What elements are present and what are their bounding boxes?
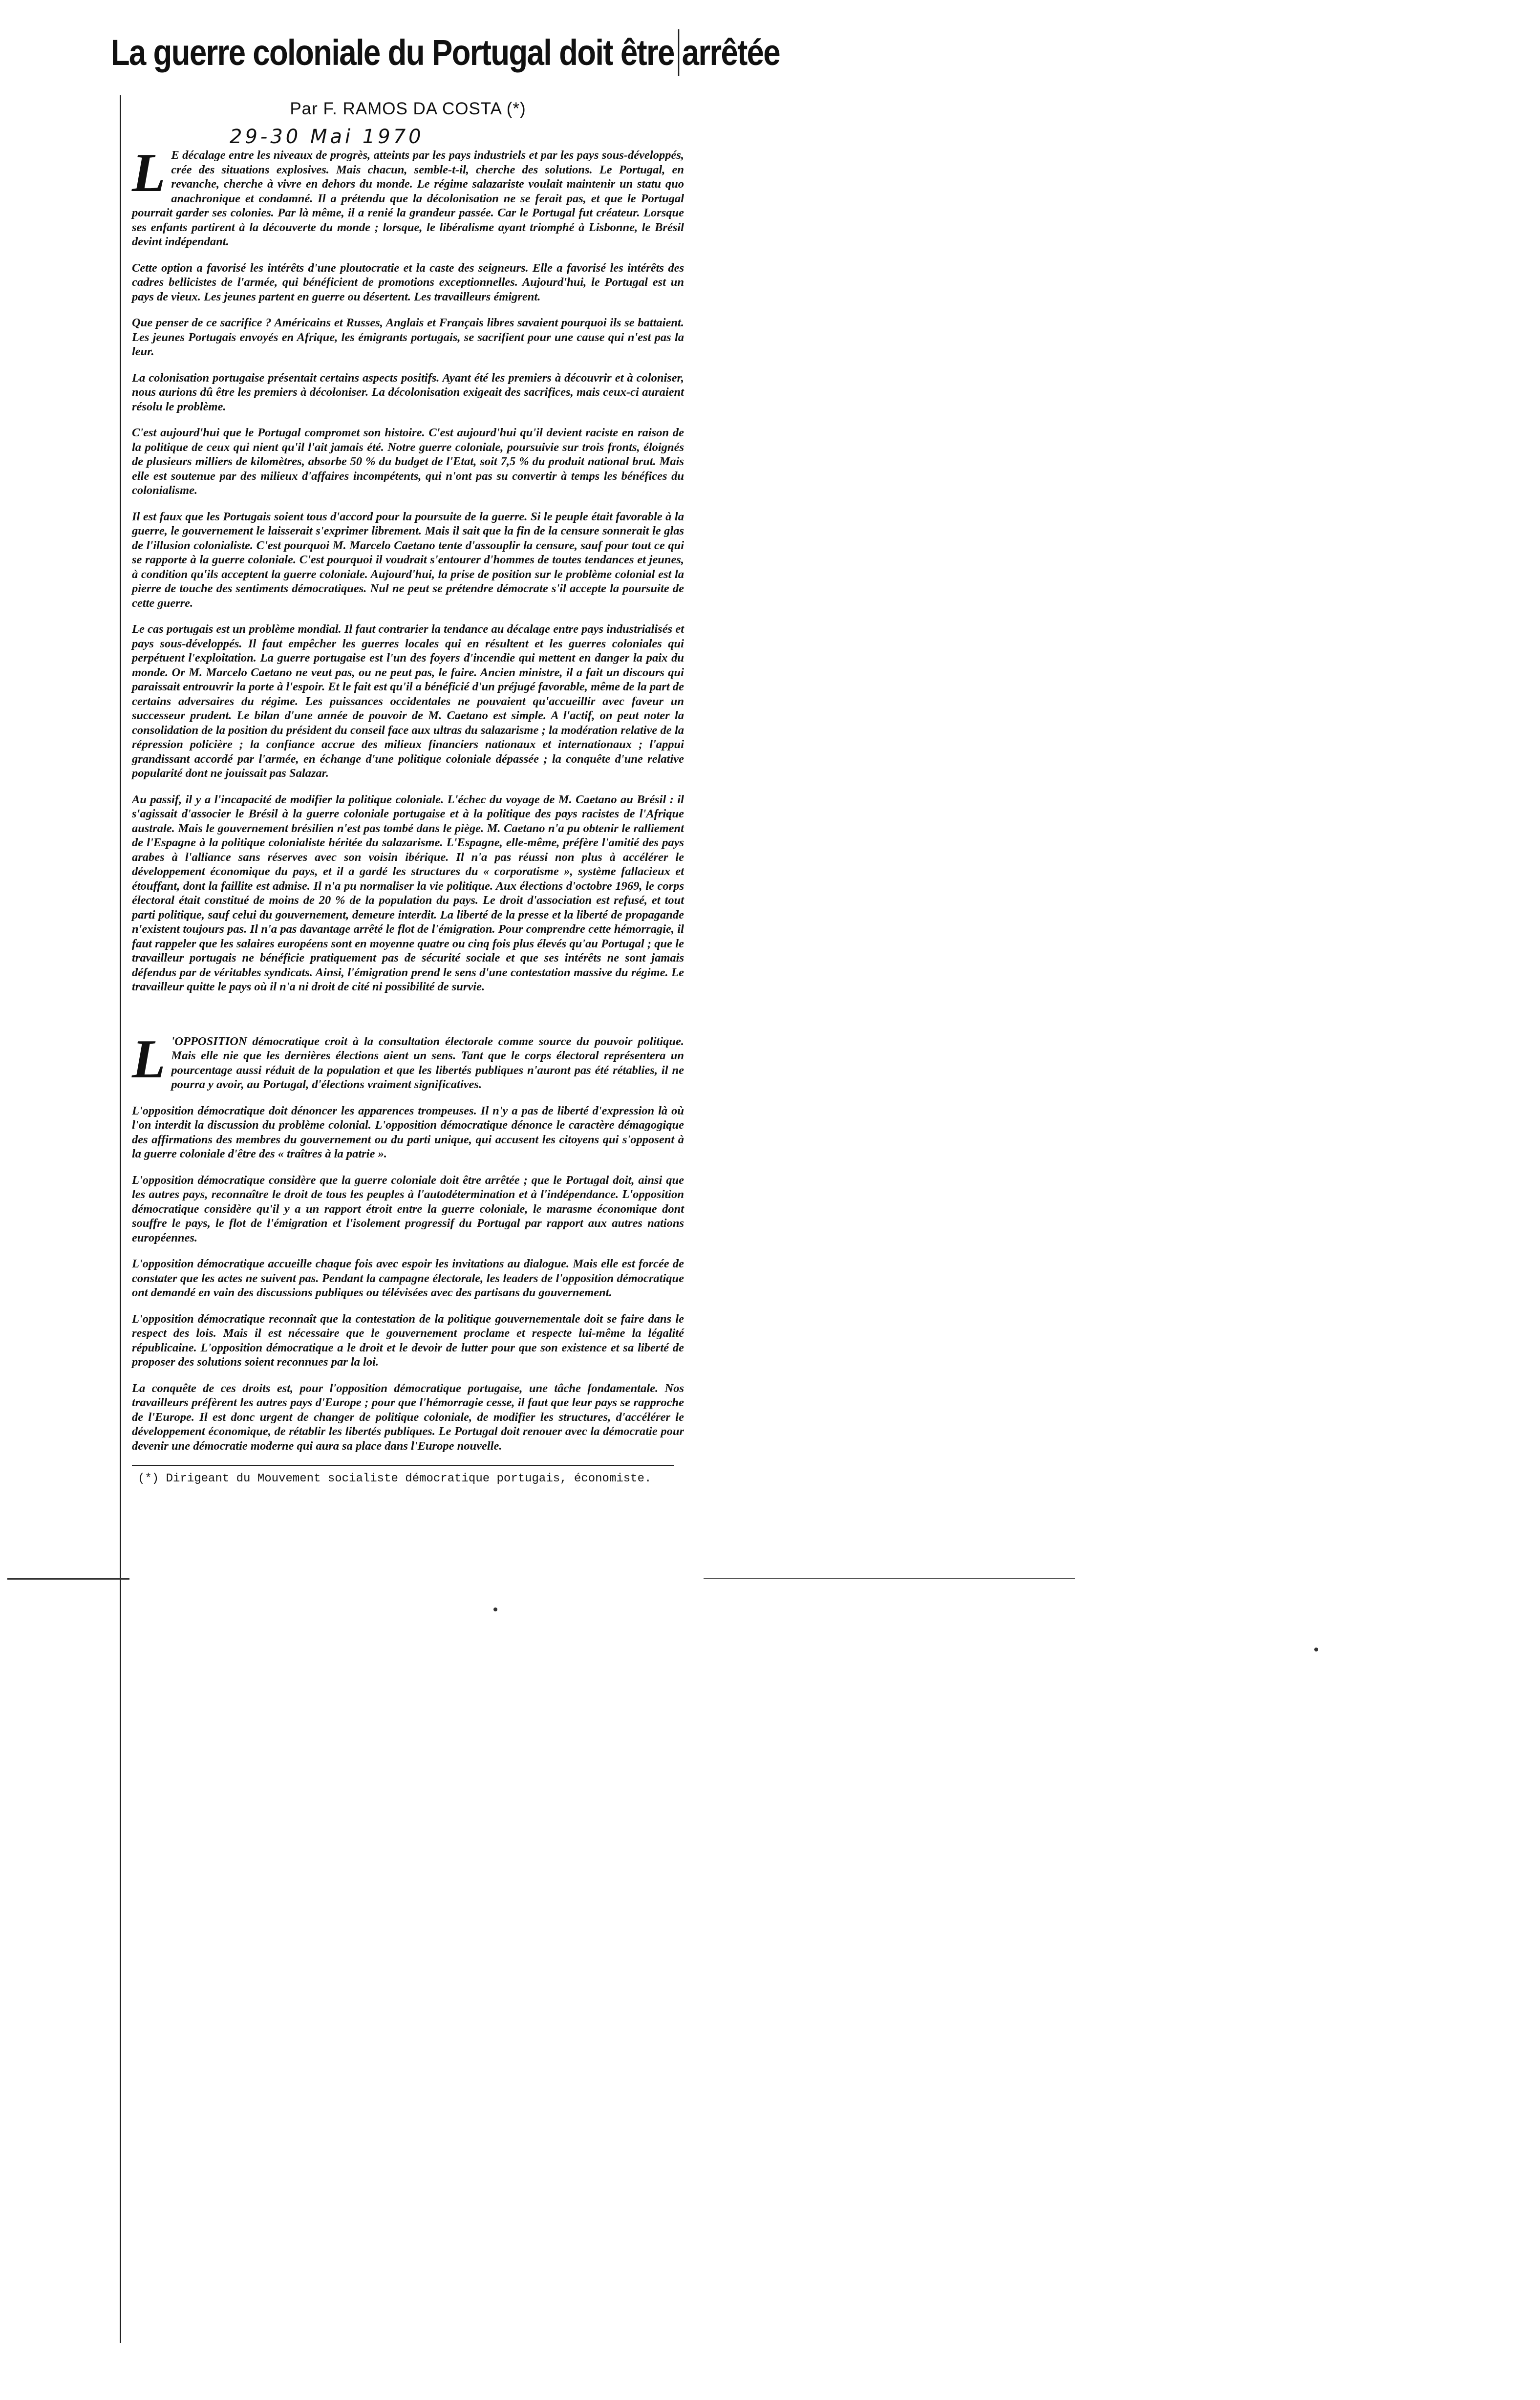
handwritten-date: 29-30 Mai 1970	[230, 126, 424, 148]
article-paragraph	[132, 1257, 684, 1300]
article-paragraph	[132, 371, 684, 414]
paragraph-text: Cette option a favorisé les intérêts d'une ploutocratie et la caste des seigneurs. Elle a favorisé les intérêts des cadres bellicistes de l'armée, qui bénéficient de promotions exceptionnelles. Aujourd'hui, le Portugal est un pays de vieux. Les jeunes partent en guerre ou désertent. Les travailleurs émigrent.	[132, 261, 684, 303]
section-separator	[132, 1006, 684, 1034]
byline: Par F. RAMOS DA COSTA (*)	[290, 99, 526, 118]
article-section-2	[132, 1029, 684, 1454]
headline: La guerre coloniale du Portugal doit être arrêtée	[110, 29, 679, 76]
scan-speck	[493, 1607, 497, 1611]
article-paragraph	[132, 316, 684, 359]
paragraph-text: Le cas portugais est un problème mondial. Il faut contrarier la tendance au décalage entre pays industrialisés et pays sous-développés. Il faut empêcher les guerres locales qui en résultent et les guerres coloniales qui perpétuent l'exploitation. La guerre portugaise est l'un des foyers d'incendie qui mettent en danger la paix du monde. Or M. Marcelo Caetano ne veut pas, ou ne peut pas, le faire. Ancien ministre, il a fait un discours qui paraissait entrouvrir la porte à l'espoir. Et le fait est qu'il a bénéficié d'un préjugé favorable, même de la part de certains adversaires du régime. Les puissances occidentales ne pouvaient qu'accueillir avec faveur un successeur prudent. Le bilan d'une année de pouvoir de M. Caetano est simple. A l'actif, on peut noter la consolidation de la position du président du conseil face aux ultras du salazarisme ; la modération relative de la répression policière ; la confiance accrue des milieux financiers nationaux et internationaux ; l'appui grandissant accordé par l'armée, en échange d'une politique coloniale dépassée ; la conquête d'une relative popularité dont ne jouissait pas Salazar.	[132, 622, 684, 780]
paragraph-text: L'opposition démocratique accueille chaque fois avec espoir les invitations au dialogue. Mais elle est forcée de constater que les actes ne suivent pas. Pendant la campagne électorale, les leaders de l'opposition démocratique ont demandé en vain des discussions publiques ou télévisées avec des partisans du gouvernement.	[132, 1257, 684, 1299]
paragraph-text: E décalage entre les niveaux de progrès, atteints par les pays industriels et par les pays sous-développés, crée des situations explosives. Mais chacun, semble-t-il, cherche des solutions. Le Portugal, en revanche, cherche à vivre en dehors du monde. Le régime salazariste voulait maintenir un statu quo anachronique et condamné. Il a prétendu que la décolonisation ne se ferait pas, et que le Portugal pourrait garder ses colonies. Par là même, il a renié la grandeur passée. Car le Portugal fut créateur. Lorsque ses enfants partirent à la découverte du monde ; lorsque, le libéralisme ayant triomphé à Lisbonne, le Brésil devint indépendant.	[132, 149, 684, 248]
drop-cap: L	[132, 1029, 166, 1090]
paragraph-text: Au passif, il y a l'incapacité de modifier la politique coloniale. L'échec du voyage de M. Caetano au Brésil : il s'agissait d'associer le Brésil à la guerre coloniale portugaise et à la politique des pays racistes de l'Afrique australe. Mais le gouvernement brésilien n'est pas tombé dans le piège. M. Caetano n'a pu obtenir le ralliement de l'Espagne à la politique colonialiste héritée du salazarisme. L'Espagne, elle-même, préfère l'amitié des pays arabes à l'alliance sans réserves avec son voisin ibérique. Il n'a pas réussi non plus à accélérer le développement économique du pays, et il a gardé les structures du « corporatisme », système fallacieux et étouffant, dont la faillite est admise. Il n'a pu normaliser la vie politique. Aux élections d'octobre 1969, le corps électoral était constitué de moins de 20 % de la population du pays. Le droit d'association est refusé, et tout parti politique, sauf celui du gouvernement, demeure interdit. La liberté de la presse et la liberté de propagande n'existent toujours pas. Il n'a pas davantage arrêté le flot de l'émigration. Pour comprendre cette hémorragie, il faut rappeler que les salaires européens sont en moyenne quatre ou cinq fois plus élevés qu'au Portugal ; que le travailleur portugais ne bénéficie pratiquement pas de sécurité sociale et que ses intérêts ne sont jamais défendus par de véritables syndicats. Ainsi, l'émigration prend le sens d'une contestation massive du régime. Le travailleur quitte le pays où il n'a ni droit de cité ni possibilité de survie.	[132, 793, 684, 993]
paragraph-text: C'est aujourd'hui que le Portugal compromet son histoire. C'est aujourd'hui qu'il devient raciste en raison de la politique de ceux qui nient qu'il l'ait jamais été. Notre guerre coloniale, poursuivie sur trois fronts, éloignés de plusieurs milliers de kilomètres, absorbe 50 % du budget de l'Etat, soit 7,5 % du produit national brut. Mais elle est soutenue par des milieux d'affaires incompétents, qui n'ont pas su convertir à temps les bénéfices du colonialisme.	[132, 426, 684, 497]
article-paragraph	[132, 1104, 684, 1161]
footnote: (*) Dirigeant du Mouvement socialiste démocratique portugais, économiste.	[138, 1472, 652, 1485]
scan-speck	[1314, 1648, 1318, 1651]
footnote-rule	[132, 1465, 674, 1466]
article-paragraph	[132, 1173, 684, 1245]
article-paragraph	[132, 793, 684, 994]
article-paragraph	[132, 622, 684, 781]
article-paragraph	[132, 426, 684, 498]
paragraph-text: La conquête de ces droits est, pour l'opposition démocratique portugaise, une tâche fondamentale. Nos travailleurs préfèrent les autres pays d'Europe ; pour que l'hémorragie cesse, il faut que leur pays se rapproche de l'Europe. Il est donc urgent de changer de politique coloniale, de modifier les structures, d'accélérer le développement économique, de rétablir les libertés publiques. Le Portugal doit renouer avec la démocratie pour devenir une démocratie moderne qui aura sa place dans l'Europe nouvelle.	[132, 1381, 684, 1453]
article-body	[120, 95, 684, 2343]
newspaper-clipping	[110, 29, 780, 1485]
article-paragraph	[132, 261, 684, 304]
paragraph-text: 'OPPOSITION démocratique croit à la consultation électorale comme source du pouvoir politique. Mais elle nie que les dernières élections aient un sens. Tant que le corps électoral représentera un pourcentage aussi réduit de la population et que les libertés publiques n'auront pas été rétablies, il ne pourra y avoir, au Portugal, d'élections vraiment significatives.	[171, 1034, 684, 1091]
paragraph-text: Il est faux que les Portugais soient tous d'accord pour la poursuite de la guerre. Si le peuple était favorable à la guerre, le gouvernement le laisserait s'exprimer librement. Mais il sait que la fin de la censure sonnerait le glas de l'illusion colonialiste. C'est pourquoi M. Marcelo Caetano tente d'assouplir la censure, sauf pour tout ce qui se rapporte à la guerre coloniale. C'est pourquoi il voudrait s'entourer d'hommes de toutes tendances et jeunes, à condition qu'ils acceptent la guerre coloniale. Aujourd'hui, la prise de position sur le problème colonial est la pierre de touche des sentiments démocratiques. Nul ne peut se prétendre démocrate s'il accepte la poursuite de cette guerre.	[132, 510, 684, 610]
article-paragraph	[132, 1029, 684, 1092]
article-section-1	[132, 143, 684, 994]
article-paragraph	[132, 1381, 684, 1454]
article-paragraph	[132, 143, 684, 249]
paragraph-text: L'opposition démocratique considère que la guerre coloniale doit être arrêtée ; que le Portugal doit, ainsi que les autres pays, reconnaître le droit de tous les peuples à l'autodétermination et à l'indépendance. L'opposition démocratique considère qu'il y a un rapport étroit entre la guerre coloniale, le marasme économique dont souffre le pays, le flot de l'émigration et l'isolement progressif du Portugal par rapport aux autres nations européennes.	[132, 1173, 684, 1244]
paragraph-text: Que penser de ce sacrifice ? Américains et Russes, Anglais et Français libres savaient pourquoi ils se battaient. Les jeunes Portugais envoyés en Afrique, les émigrants portugais, se sacrifient pour une cause qui n'est pas la leur.	[132, 316, 684, 358]
margin-rule-left	[7, 1578, 129, 1580]
paragraph-text: L'opposition démocratique doit dénoncer les apparences trompeuses. Il n'y a pas de liberté d'expression là où l'on interdit la discussion du problème colonial. L'opposition démocratique dénonce le caractère démagogique des affirmations des membres du gouvernement ou du parti unique, qui accusent les citoyens qui s'opposent à la guerre coloniale d'être des « traîtres à la patrie ».	[132, 1104, 684, 1160]
article-paragraph	[132, 510, 684, 611]
article-paragraph	[132, 1312, 684, 1370]
paragraph-text: L'opposition démocratique reconnaît que la contestation de la politique gouvernementale doit se faire dans le respect des lois. Mais il est nécessaire que le gouvernement proclame et respecte lui-même la légalité républicaine. L'opposition démocratique a le droit et le devoir de lutter pour que son existence et sa liberté de proposer des solutions soient reconnues par la loi.	[132, 1312, 684, 1369]
drop-cap: L	[132, 143, 166, 203]
margin-rule-right	[704, 1578, 1075, 1579]
paragraph-text: La colonisation portugaise présentait certains aspects positifs. Ayant été les premiers à découvrir et à coloniser, nous aurions dû être les premiers à décoloniser. La décolonisation exigeait des sacrifices, mais ceux-ci auraient résolu le problème.	[132, 371, 684, 413]
